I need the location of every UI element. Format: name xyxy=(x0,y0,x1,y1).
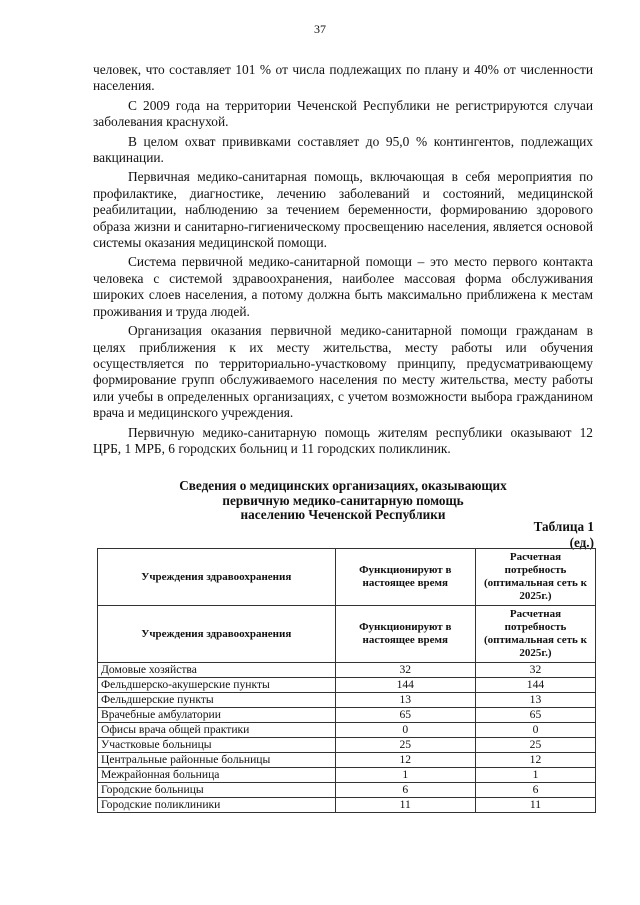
cell-name: Центральные районные больницы xyxy=(98,753,336,768)
page-number: 37 xyxy=(314,22,326,36)
cell-name: Фельдшерские пункты xyxy=(98,693,336,708)
cell-name: Городские поликлиники xyxy=(98,798,336,813)
table-unit: (ед.) xyxy=(569,534,594,550)
table-row xyxy=(98,663,596,678)
header-current: Функционируют в настоящее время xyxy=(335,549,475,606)
cell-planned: 13 xyxy=(475,693,595,708)
cell-planned: 25 xyxy=(475,738,595,753)
table-row xyxy=(98,768,596,783)
table-row xyxy=(98,693,596,708)
table-number: Таблица 1 xyxy=(533,519,594,534)
header-name: Учреждения здравоохранения xyxy=(98,549,336,606)
cell-name: Врачебные амбулатории xyxy=(98,708,336,723)
header-planned: Расчетная потребность (оптимальная сеть к 2025г.) xyxy=(475,606,595,663)
body-text xyxy=(93,62,593,460)
header-current: Функционируют в настоящее время xyxy=(335,606,475,663)
table-header-row xyxy=(98,549,596,606)
cell-name: Домовые хозяйства xyxy=(98,663,336,678)
cell-planned: 32 xyxy=(475,663,595,678)
paragraph: Организация оказания первичной медико-санитарной помощи гражданам в целях приближения к их месту жительства, месту работы или обучения осуществляется по территориально-участковому принципу, предусматривающему формирование групп обслуживаемого населения по месту жительства, месту работы или учебы в определенных организациях, с учетом возможности выбора гражданином врача и медицинского учреждения. xyxy=(93,323,593,421)
cell-planned: 0 xyxy=(475,723,595,738)
table-header-row xyxy=(98,606,596,663)
facilities-table xyxy=(97,548,596,813)
table-row xyxy=(98,708,596,723)
cell-planned: 6 xyxy=(475,783,595,798)
cell-current: 11 xyxy=(335,798,475,813)
table-caption xyxy=(93,479,593,523)
cell-name: Городские больницы xyxy=(98,783,336,798)
table-row xyxy=(98,723,596,738)
table-label xyxy=(534,519,594,550)
cell-planned: 1 xyxy=(475,768,595,783)
cell-current: 12 xyxy=(335,753,475,768)
cell-current: 1 xyxy=(335,768,475,783)
paragraph: Первичная медико-санитарная помощь, включающая в себя мероприятия по профилактике, диагностике, лечению заболеваний и состояний, медицинской реабилитации, наблюдению за течением беременности, формированию здорового образа жизни и санитарно-гигиеническому просвещению населения, является основой системы оказания медицинской помощи. xyxy=(93,169,593,251)
cell-current: 6 xyxy=(335,783,475,798)
cell-planned: 144 xyxy=(475,678,595,693)
cell-name: Офисы врача общей практики xyxy=(98,723,336,738)
cell-planned: 65 xyxy=(475,708,595,723)
paragraph: Первичную медико-санитарную помощь жителям республики оказывают 12 ЦРБ, 1 МРБ, 6 городских больниц и 11 городских поликлиник. xyxy=(93,424,593,456)
table-row xyxy=(98,783,596,798)
header-name: Учреждения здравоохранения xyxy=(98,606,336,663)
table-caption-line: населению Чеченской Республики xyxy=(240,507,446,522)
cell-current: 0 xyxy=(335,723,475,738)
paragraph: С 2009 года на территории Чеченской Республики не регистрируются случаи заболевания краснухой. xyxy=(93,97,593,130)
table-row xyxy=(98,738,596,753)
header-planned: Расчетная потребность (оптимальная сеть к 2025г.) xyxy=(475,549,595,606)
cell-planned: 11 xyxy=(475,798,595,813)
table-row xyxy=(98,798,596,813)
cell-name: Участковые больницы xyxy=(98,738,336,753)
cell-current: 144 xyxy=(335,678,475,693)
table-row xyxy=(98,753,596,768)
cell-current: 25 xyxy=(335,738,475,753)
table-caption-line: первичную медико-санитарную помощь xyxy=(222,492,464,508)
cell-name: Межрайонная больница xyxy=(98,768,336,783)
paragraph: В целом охват прививками составляет до 95,0 % контингентов, подлежащих вакцинации. xyxy=(93,133,593,166)
cell-planned: 12 xyxy=(475,753,595,768)
paragraph: человек, что составляет 101 % от числа подлежащих по плану и 40% от численности населения. xyxy=(93,62,593,94)
cell-name: Фельдшерско-акушерские пункты xyxy=(98,678,336,693)
paragraph: Система первичной медико-санитарной помощи – это место первого контакта человека с системой здравоохранения, наиболее массовая форма обслуживания широких слоев населения, а потому должна быть максимально приближена к местам проживания и труда людей. xyxy=(93,254,593,319)
cell-current: 13 xyxy=(335,693,475,708)
table-row xyxy=(98,678,596,693)
cell-current: 32 xyxy=(335,663,475,678)
cell-current: 65 xyxy=(335,708,475,723)
table-caption-line: Сведения о медицинских организациях, оказывающих xyxy=(179,478,507,493)
